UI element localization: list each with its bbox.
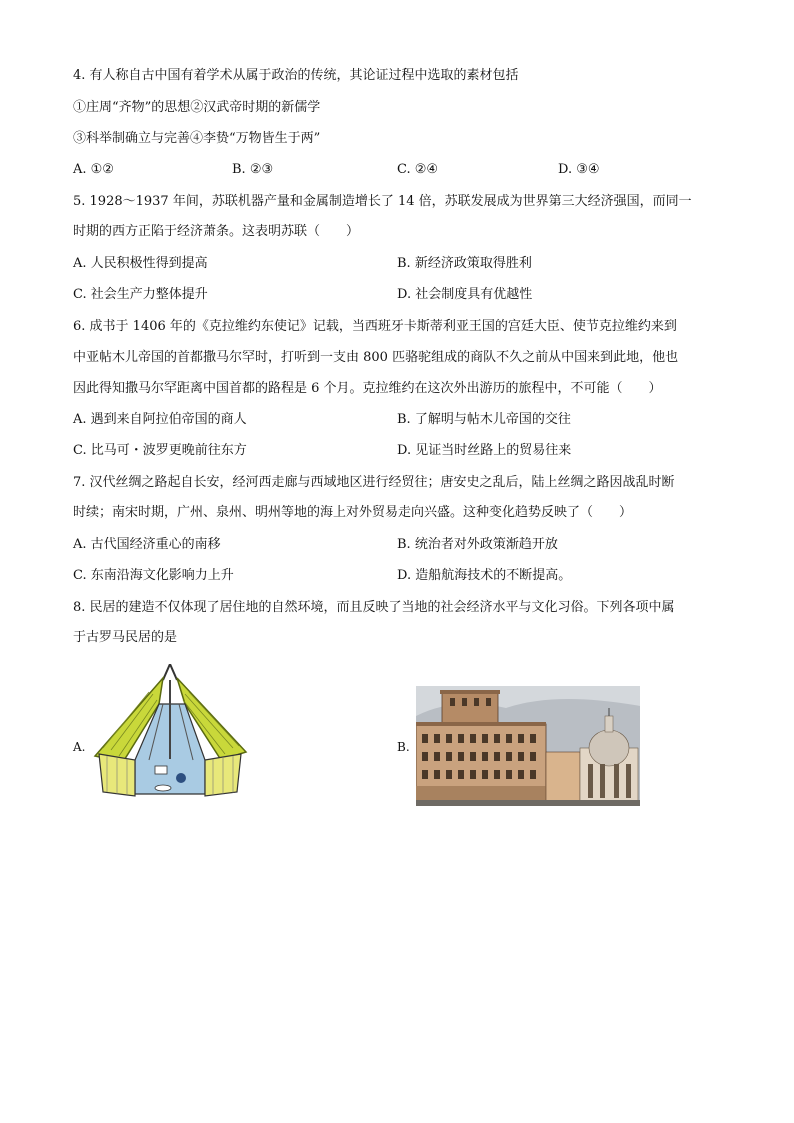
q6-option-a[interactable]: A. 遇到来自阿拉伯帝国的商人 bbox=[73, 412, 247, 427]
q5-option-b[interactable]: B. 新经济政策取得胜利 bbox=[397, 256, 532, 271]
q6-option-b[interactable]: B. 了解明与帖木儿帝国的交往 bbox=[397, 412, 571, 427]
q6-stem-line1: 6. 成书于 1406 年的《克拉维约东使记》记载，当西班牙卡斯蒂利亚王国的宫廷大臣、使节克拉维约来到 bbox=[73, 319, 677, 334]
q7-option-c[interactable]: C. 东南沿海文化影响力上升 bbox=[73, 568, 234, 583]
roman-palazzo-photo[interactable] bbox=[416, 686, 640, 806]
q7-stem-line1: 7. 汉代丝绸之路起自长安，经河西走廊与西域地区进行经贸往；唐安史之乱后，陆上丝绸之路因战乱时断 bbox=[73, 475, 675, 490]
q7-option-b[interactable]: B. 统治者对外政策渐趋开放 bbox=[397, 537, 558, 552]
q7-stem-line2: 时续；南宋时期，广州、泉州、明州等地的海上对外贸易走向兴盛。这种变化趋势反映了（ ） bbox=[73, 505, 633, 520]
q8-option-b-label[interactable]: B. bbox=[397, 740, 410, 754]
q4-items-line2: ③科举制确立与完善④李贽“万物皆生于两” bbox=[73, 131, 321, 146]
q4-option-d[interactable]: D. ③④ bbox=[558, 162, 600, 177]
q4-option-a[interactable]: A. ①② bbox=[73, 162, 114, 177]
q8-stem-line1: 8. 民居的建造不仅体现了居住地的自然环境，而且反映了当地的社会经济水平与文化习俗。下列各项中属 bbox=[73, 600, 675, 615]
thatched-hut-image[interactable] bbox=[93, 664, 248, 804]
q5-stem-line2: 时期的西方正陷于经济萧条。这表明苏联（ ） bbox=[73, 224, 360, 239]
q6-option-c[interactable]: C. 比马可・波罗更晚前往东方 bbox=[73, 443, 247, 458]
q8-option-a-label[interactable]: A. bbox=[73, 740, 86, 754]
q5-option-a[interactable]: A. 人民积极性得到提高 bbox=[73, 256, 208, 271]
q6-stem-line3: 因此得知撒马尔罕距离中国首都的路程是 6 个月。克拉维约在这次外出游历的旅程中，不可能（ ） bbox=[73, 381, 662, 396]
q4-items-line1: ①庄周“齐物”的思想②汉武帝时期的新儒学 bbox=[73, 100, 321, 115]
q5-option-c[interactable]: C. 社会生产力整体提升 bbox=[73, 287, 208, 302]
q4-option-b[interactable]: B. ②③ bbox=[232, 162, 274, 177]
q7-option-d[interactable]: D. 造船航海技术的不断提高。 bbox=[397, 568, 572, 583]
q5-stem-line1: 5. 1928～1937 年间，苏联机器产量和金属制造增长了 14 倍，苏联发展成为世界第三大经济强国，而同一 bbox=[73, 194, 692, 209]
q8-stem-line2: 于古罗马民居的是 bbox=[73, 630, 178, 645]
q4-option-c[interactable]: C. ②④ bbox=[397, 162, 439, 177]
q7-option-a[interactable]: A. 古代国经济重心的南移 bbox=[73, 537, 221, 552]
q6-stem-line2: 中亚帖木儿帝国的首都撒马尔罕时，打听到一支由 800 匹骆驼组成的商队不久之前从中国来到此地，他也 bbox=[73, 350, 679, 365]
q6-option-d[interactable]: D. 见证当时丝路上的贸易往来 bbox=[397, 443, 572, 458]
q5-option-d[interactable]: D. 社会制度具有优越性 bbox=[397, 287, 533, 302]
q4-stem: 4. 有人称自古中国有着学术从属于政治的传统，其论证过程中选取的素材包括 bbox=[73, 68, 519, 83]
